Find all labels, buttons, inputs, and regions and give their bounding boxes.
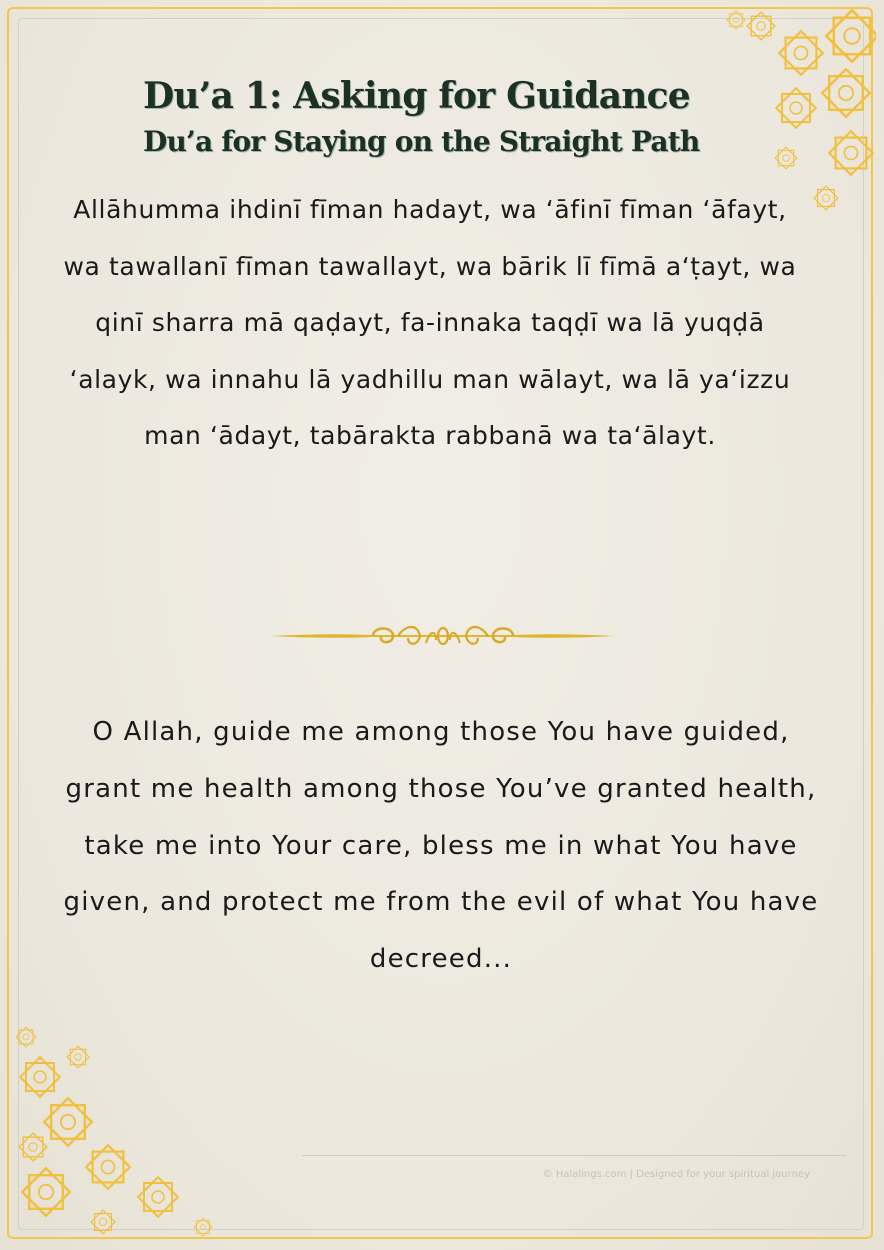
corner-ornament-bottom-left-icon (8, 1022, 223, 1242)
dua-transliteration: Allāhumma ihdinī fīman hadayt, wa ‘āfinī fīman ‘āfayt, wa tawallanī fīman tawallayt, wa bārik lī fīmā a‘ṭayt, wa qinī sharra mā qaḍayt, fa-innaka taqḍī wa lā yuqḍā ‘alayk, wa innahu lā yadhillu man wālayt, wa lā ya‘izzu man ‘ādayt, tabārakta rabbanā wa ta‘ālayt. (63, 195, 797, 450)
filigree-divider-icon (268, 618, 618, 654)
footer-credit: © Halalings.com | Designed for your spiritual journey (542, 1169, 810, 1180)
page-subtitle: Du’a for Staying on the Straight Path (143, 125, 700, 158)
page-title: Du’a 1: Asking for Guidance (143, 75, 690, 117)
footer-divider (302, 1155, 846, 1156)
dua-translation: O Allah, guide me among those You have guided, grant me health among those You’ve granted health, take me into Your care, bless me in what You have given, and protect me from the evil of what You have decreed... (63, 717, 819, 975)
